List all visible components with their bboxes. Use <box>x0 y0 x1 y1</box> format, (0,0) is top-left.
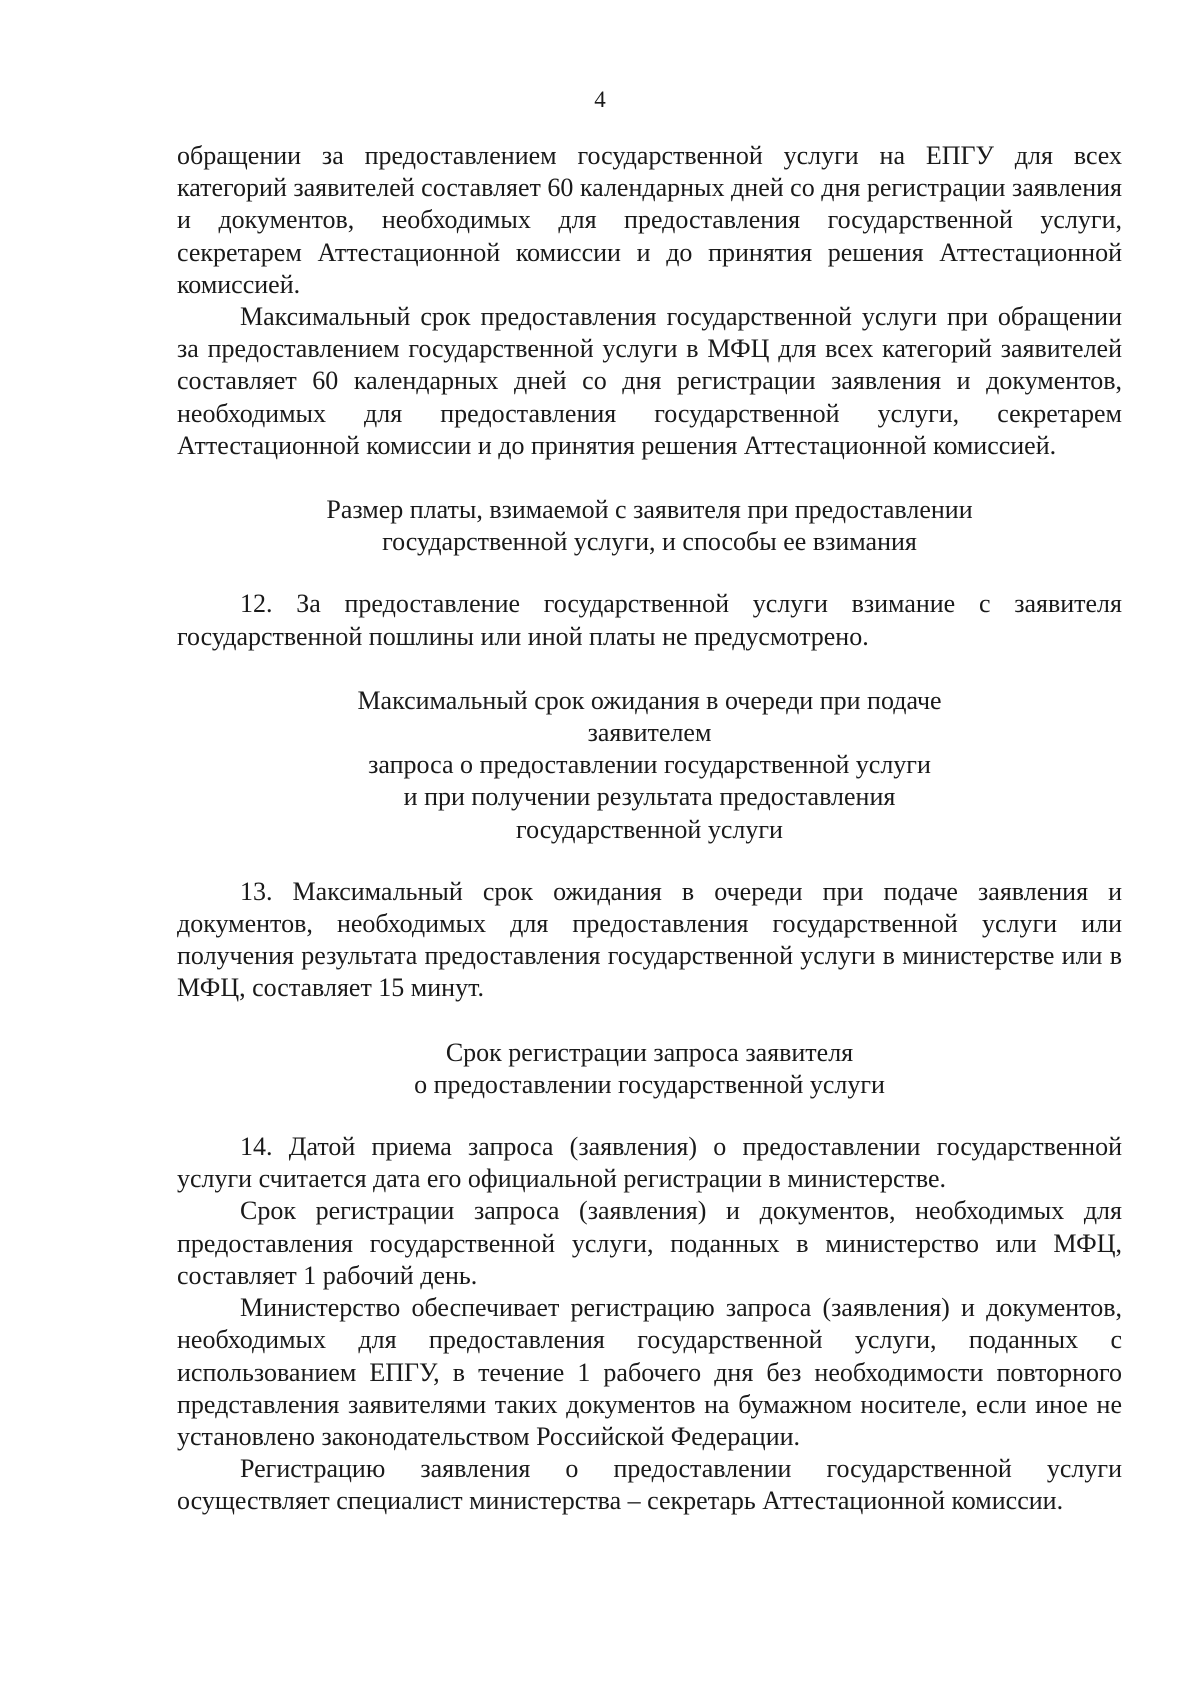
paragraph-item-14: 14. Датой приема запроса (заявления) о предоставлении государственной услуги считается дата его официальной регистрации в министерстве. <box>177 1132 1122 1194</box>
section-heading-queue <box>177 685 1122 846</box>
paragraph-epgu-term: обращении за предоставлением государственной услуги на ЕПГУ для всех категорий заявителей составляет 60 календарных дней со дня регистрации заявления и документов, необходимых для предоставления государственной услуги, секретарем Аттестационной комиссии и до принятия решения Аттестационной комиссией. <box>177 141 1122 299</box>
paragraph-item-12: 12. За предоставление государственной услуги взимание с заявителя государственной пошлины или иной платы не предусмотрено. <box>177 589 1122 651</box>
heading-line: запроса о предоставлении государственной услуги <box>368 750 931 780</box>
heading-line: государственной услуги, и способы ее взимания <box>382 527 917 557</box>
paragraph-item-13: 13. Максимальный срок ожидания в очереди при подаче заявления и документов, необходимых для предоставления государственной услуги или получения результата предоставления государственной услуги в министерстве или в МФЦ, составляет 15 минут. <box>177 876 1122 1003</box>
paragraph-epgu-registration: Министерство обеспечивает регистрацию запроса (заявления) и документов, необходимых для предоставления государственной услуги, поданных с использованием ЕПГУ, в течение 1 рабочего дня без необходимости повторного представления заявителями таких документов на бумажном носителе, если иное не установлено законодательством Российской Федерации. <box>177 1293 1122 1451</box>
heading-line: государственной услуги <box>516 814 783 844</box>
section-heading-registration <box>177 1037 1122 1101</box>
heading-line: о предоставлении государственной услуги <box>414 1069 885 1099</box>
document-body <box>177 140 1122 1518</box>
page-number: 4 <box>594 87 606 112</box>
heading-line: Размер платы, взимаемой с заявителя при предоставлении <box>326 495 973 525</box>
paragraph-registrar: Регистрацию заявления о предоставлении государственной услуги осуществляет специалист министерства – секретарь Аттестационной комиссии. <box>177 1454 1122 1516</box>
paragraph-mfc-term: Максимальный срок предоставления государственной услуги при обращении за предоставлением государственной услуги в МФЦ для всех категорий заявителей составляет 60 календарных дней со дня регистрации заявления и документов, необходимых для предоставления государственной услуги, секретарем Аттестационной комиссии и до принятия решения Аттестационной комиссией. <box>177 302 1122 460</box>
paragraph-registration-term: Срок регистрации запроса (заявления) и документов, необходимых для предоставления государственной услуги, поданных в министерство или МФЦ, составляет 1 рабочий день. <box>177 1196 1122 1290</box>
heading-line: Срок регистрации запроса заявителя <box>445 1037 854 1067</box>
heading-line: Максимальный срок ожидания в очереди при подаче заявителем <box>357 685 942 748</box>
heading-line: и при получении результата предоставления <box>403 782 896 812</box>
section-heading-fee <box>177 494 1122 558</box>
